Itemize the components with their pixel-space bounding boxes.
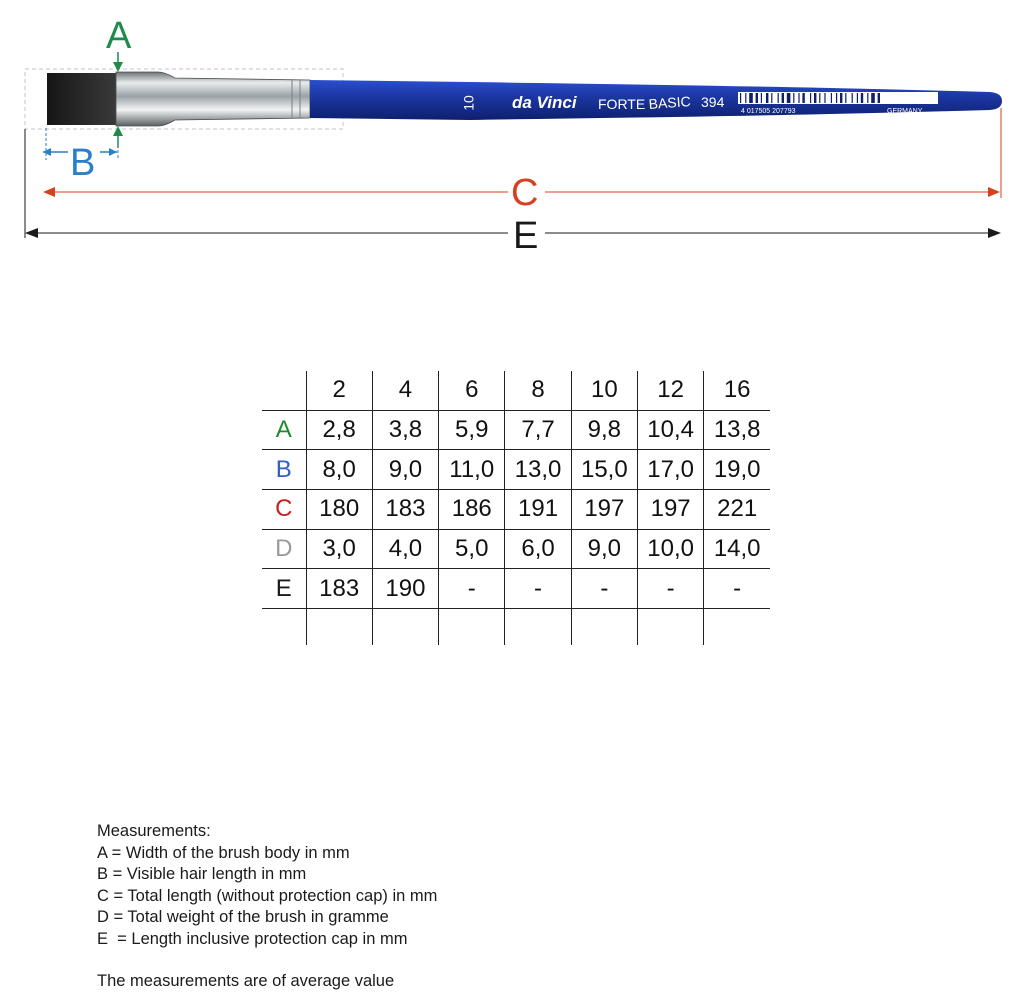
brush-series: 394 <box>701 94 725 110</box>
brush-hair <box>47 73 117 125</box>
barcode-bar <box>824 93 825 103</box>
barcode-bar <box>852 93 853 103</box>
brush-brand: da Vinci <box>512 93 577 112</box>
table-cell: - <box>637 569 703 609</box>
table-cell: - <box>505 569 571 609</box>
barcode-bar <box>740 93 741 103</box>
table-cell: 4,0 <box>372 529 438 569</box>
size-header: 16 <box>704 371 770 410</box>
label-b: B <box>70 142 96 184</box>
brush-product-sub: BASIC <box>648 93 692 112</box>
table-cell: 197 <box>637 490 703 530</box>
table-cell: 10,4 <box>637 410 703 450</box>
table-cell <box>637 609 703 646</box>
barcode-bar <box>861 93 863 103</box>
size-header: 2 <box>306 371 372 410</box>
barcode-bar <box>819 93 820 103</box>
table-cell: 190 <box>372 569 438 609</box>
brush-ferrule <box>116 72 310 126</box>
table-cell: 191 <box>505 490 571 530</box>
barcode-bar <box>871 93 875 103</box>
size-header: 10 <box>571 371 637 410</box>
barcode-bar <box>745 93 746 103</box>
table-cell: 197 <box>571 490 637 530</box>
barcode-bar <box>840 93 842 103</box>
table-cell: 19,0 <box>704 450 770 490</box>
row-label-d: D <box>262 529 306 569</box>
table-cell <box>704 609 770 646</box>
table-cell: 186 <box>439 490 505 530</box>
barcode-bar <box>787 93 791 103</box>
note-line-a: A = Width of the brush body in mm <box>97 843 350 862</box>
table-cell: 6,0 <box>505 529 571 569</box>
dimension-c <box>43 108 1001 214</box>
barcode-bar <box>771 93 772 103</box>
row-label-c: C <box>262 490 306 530</box>
table-cell: 3,8 <box>372 410 438 450</box>
table-row-e <box>262 569 770 609</box>
barcode-bar <box>798 93 799 103</box>
barcode-bar <box>810 93 811 103</box>
measurements-notes <box>97 821 437 993</box>
table-cell: 9,0 <box>571 529 637 569</box>
label-e: E <box>513 215 539 257</box>
barcode-bar <box>793 93 794 103</box>
note-line-b: B = Visible hair length in mm <box>97 865 307 883</box>
table-cell: 9,8 <box>571 410 637 450</box>
table-cell: 183 <box>306 569 372 609</box>
barcode-bar <box>845 93 846 103</box>
barcode-bar <box>756 93 758 103</box>
table-cell: 9,0 <box>372 450 438 490</box>
barcode-bar <box>814 93 816 103</box>
table-cell: - <box>571 569 637 609</box>
table-cell <box>439 609 505 646</box>
note-line-d: D = Total weight of the brush in gramme <box>97 908 389 926</box>
barcode-bar <box>782 93 784 103</box>
table-cell: 13,8 <box>704 410 770 450</box>
table-cell <box>505 609 571 646</box>
table-row-b <box>262 450 770 490</box>
barcode-bar <box>836 93 837 103</box>
table-cell: 14,0 <box>704 529 770 569</box>
table-row-c <box>262 490 770 530</box>
barcode-bar <box>761 93 762 103</box>
barcode-bar <box>766 93 768 103</box>
table-cell <box>306 609 372 646</box>
table-row-a <box>262 410 770 450</box>
table-blank-row <box>262 609 770 646</box>
brush-size-number: 10 <box>460 95 477 111</box>
table-cell: 11,0 <box>439 450 505 490</box>
note-line-c: C = Total length (without protection cap) in mm <box>97 886 438 905</box>
note-line-e: E = Length inclusive protection cap in mm <box>97 929 408 948</box>
barcode-bar <box>867 93 868 103</box>
table-cell: 3,0 <box>306 529 372 569</box>
size-header: 6 <box>439 371 505 410</box>
table-cell <box>372 609 438 646</box>
size-table <box>262 371 770 645</box>
table-cell <box>262 609 306 646</box>
row-label-e: E <box>262 569 306 609</box>
size-header: 4 <box>372 371 438 410</box>
barcode-bar <box>878 93 880 103</box>
barcode-bar <box>857 93 858 103</box>
barcode-bar <box>831 93 832 103</box>
row-label-a: A <box>262 410 306 450</box>
table-cell: 17,0 <box>637 450 703 490</box>
table-cell: 183 <box>372 490 438 530</box>
table-header-row <box>262 371 770 410</box>
brush-origin: GERMANY <box>887 108 923 115</box>
table-cell: 15,0 <box>571 450 637 490</box>
table-cell: 221 <box>704 490 770 530</box>
table-cell: - <box>439 569 505 609</box>
table-row-d <box>262 529 770 569</box>
brush-product-name: FORTE <box>598 96 646 112</box>
barcode-number: 4 017505 207793 <box>741 108 796 115</box>
table-cell: 5,9 <box>439 410 505 450</box>
table-corner-cell <box>262 371 306 410</box>
barcode-bar <box>802 93 804 103</box>
notes-footnote: The measurements are of average value <box>97 972 395 990</box>
notes-title: Measurements: <box>97 822 211 840</box>
table-cell <box>571 609 637 646</box>
table-cell: 8,0 <box>306 450 372 490</box>
label-c: C <box>511 172 539 214</box>
table-cell: 180 <box>306 490 372 530</box>
brush-dimension-diagram <box>0 0 1024 270</box>
table-cell: 7,7 <box>505 410 571 450</box>
table-cell: 13,0 <box>505 450 571 490</box>
size-header: 8 <box>505 371 571 410</box>
barcode-bar <box>778 93 779 103</box>
table-cell: 2,8 <box>306 410 372 450</box>
row-label-b: B <box>262 450 306 490</box>
barcode-bar <box>749 93 753 103</box>
label-a: A <box>106 15 132 57</box>
dimension-b <box>43 128 118 184</box>
barcode <box>738 92 938 104</box>
table-cell: 5,0 <box>439 529 505 569</box>
size-header: 12 <box>637 371 703 410</box>
table-cell: - <box>704 569 770 609</box>
table-cell: 10,0 <box>637 529 703 569</box>
